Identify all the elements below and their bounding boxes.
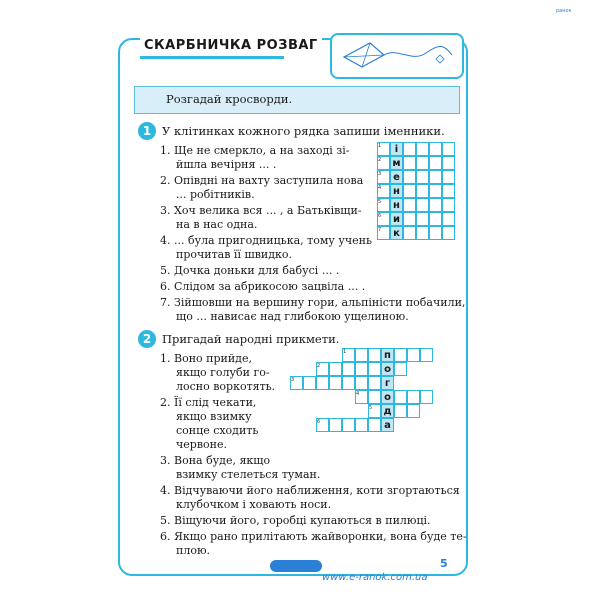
crossword-key-cell[interactable]: н — [390, 198, 403, 212]
crossword-key-cell[interactable]: о — [381, 362, 394, 376]
crossword-cell[interactable] — [355, 376, 368, 390]
exercise-2-heading: Пригадай народні прикмети. — [162, 332, 340, 346]
crossword-cell[interactable] — [403, 212, 416, 226]
crossword-cell[interactable] — [442, 198, 455, 212]
crossword-cell[interactable] — [429, 170, 442, 184]
exercise-1-heading: У клітинках кожного рядка запиши іменники. — [162, 124, 445, 138]
crossword-cell[interactable] — [416, 142, 429, 156]
crossword-row-number: 2 — [378, 157, 382, 163]
crossword-cell[interactable] — [368, 376, 381, 390]
crossword-cell[interactable] — [429, 198, 442, 212]
ex2-line: 6. Якщо рано прилітають жайворонки, вона буде те- — [160, 530, 467, 543]
crossword-key-cell[interactable]: о — [381, 390, 394, 404]
crossword-row-number: 6 — [378, 213, 382, 219]
crossword-key-cell[interactable]: а — [381, 418, 394, 432]
crossword-cell[interactable] — [403, 184, 416, 198]
crossword-key-cell[interactable]: і — [390, 142, 403, 156]
ex2-line: взимку стелеться туман. — [176, 468, 321, 481]
crossword-cell[interactable] — [442, 212, 455, 226]
crossword-cell[interactable] — [407, 348, 420, 362]
crossword-cell[interactable] — [407, 390, 420, 404]
crossword-key-cell[interactable]: п — [381, 348, 394, 362]
crossword-key-cell[interactable]: д — [381, 404, 394, 418]
crossword-cell[interactable] — [368, 418, 381, 432]
crossword-cell[interactable] — [416, 170, 429, 184]
crossword-cell[interactable] — [329, 418, 342, 432]
crossword-key-cell[interactable]: н — [390, 184, 403, 198]
crossword-row-number: 2 — [317, 363, 321, 369]
crossword-cell[interactable] — [368, 390, 381, 404]
crossword-cell[interactable] — [442, 142, 455, 156]
ex2-line: якщо взимку — [176, 410, 252, 423]
crossword-cell[interactable] — [355, 348, 368, 362]
ex1-line: 7. Зійшовши на вершину гори, альпіністи побачили, — [160, 296, 466, 309]
crossword-key-cell[interactable]: е — [390, 170, 403, 184]
crossword-row-number: 3 — [291, 377, 295, 383]
ex1-line: 4. ... була пригодницька, тому учень — [160, 234, 372, 247]
ex1-line: 1. Ще не смеркло, а на заході зі- — [160, 144, 350, 157]
crossword-row-number: 1 — [378, 143, 382, 149]
footer-decoration — [270, 560, 322, 572]
crossword-row-number: 6 — [317, 419, 321, 425]
crossword-cell[interactable] — [329, 362, 342, 376]
crossword-cell[interactable] — [442, 156, 455, 170]
ex2-line: 3. Вона буде, якщо — [160, 454, 271, 467]
crossword-cell[interactable] — [416, 198, 429, 212]
ex2-line: клубочком і ховають носи. — [176, 498, 332, 511]
crossword-cell[interactable] — [442, 170, 455, 184]
crossword-cell[interactable] — [303, 376, 316, 390]
crossword-cell[interactable] — [368, 362, 381, 376]
section-title: СКАРБНИЧКА РОЗВАГ — [140, 38, 322, 53]
crossword-cell[interactable] — [429, 184, 442, 198]
crossword-cell[interactable] — [429, 156, 442, 170]
crossword-cell[interactable] — [403, 198, 416, 212]
crossword-cell[interactable] — [407, 404, 420, 418]
crossword-row-number: 5 — [378, 199, 382, 205]
crossword-cell[interactable] — [403, 156, 416, 170]
crossword-cell[interactable] — [403, 170, 416, 184]
ex1-line: 2. Опівдні на вахту заступила нова — [160, 174, 364, 187]
crossword-cell[interactable] — [394, 390, 407, 404]
ex1-line: йшла вечірня ... . — [176, 158, 277, 171]
publisher-mark: ранок — [556, 8, 572, 14]
exercise-2-number: 2 — [138, 330, 156, 348]
crossword-cell[interactable] — [329, 376, 342, 390]
crossword-cell[interactable] — [394, 362, 407, 376]
ex2-line: 1. Воно прийде, — [160, 352, 252, 365]
task-text: Розгадай кросворди. — [166, 92, 293, 106]
crossword-cell[interactable] — [394, 348, 407, 362]
crossword-row-number: 7 — [378, 227, 382, 233]
crossword-cell[interactable] — [316, 376, 329, 390]
crossword-cell[interactable] — [342, 376, 355, 390]
crossword-cell[interactable] — [416, 184, 429, 198]
crossword-cell[interactable] — [420, 390, 433, 404]
crossword-key-cell[interactable]: к — [390, 226, 403, 240]
crossword-cell[interactable] — [355, 362, 368, 376]
crossword-cell[interactable] — [429, 142, 442, 156]
crossword-cell[interactable] — [355, 418, 368, 432]
page-number: 5 — [440, 557, 448, 570]
crossword-cell[interactable] — [394, 404, 407, 418]
ex1-line: прочитав її швидко. — [176, 248, 292, 261]
crossword-row-number: 5 — [369, 405, 373, 411]
title-underline — [140, 56, 284, 59]
crossword-key-cell[interactable]: м — [390, 156, 403, 170]
crossword-row-number: 4 — [356, 391, 360, 397]
ex2-line: плою. — [176, 544, 211, 557]
crossword-row-number: 3 — [378, 171, 382, 177]
ex1-line: 3. Хоч велика вся ... , а Батьківщи- — [160, 204, 362, 217]
website-link: www.e-ranok.com.ua — [322, 572, 428, 583]
crossword-cell[interactable] — [368, 348, 381, 362]
crossword-cell[interactable] — [342, 362, 355, 376]
ex1-line: що ... нависає над глибокою ущелиною. — [176, 310, 409, 323]
ex1-line: 6. Слідом за абрикосою зацвіла ... . — [160, 280, 366, 293]
crossword-cell[interactable] — [429, 212, 442, 226]
ex2-line: 2. Її слід чекати, — [160, 396, 257, 409]
ex1-line: на в нас одна. — [176, 218, 258, 231]
crossword-cell[interactable] — [420, 348, 433, 362]
crossword-cell[interactable] — [442, 226, 455, 240]
crossword-cell[interactable] — [416, 212, 429, 226]
crossword-cell[interactable] — [403, 142, 416, 156]
ex2-line: якщо голуби го- — [176, 366, 270, 379]
crossword-cell[interactable] — [429, 226, 442, 240]
crossword-cell[interactable] — [416, 156, 429, 170]
ex2-line: 5. Віщуючи його, горобці купаються в пилюці. — [160, 514, 431, 527]
ex2-line: 4. Відчуваючи його наближення, коти згортаються — [160, 484, 460, 497]
crossword-cell[interactable] — [442, 184, 455, 198]
ex2-line: лосно воркотять. — [176, 380, 276, 393]
kite-icon — [332, 35, 458, 73]
crossword-cell[interactable] — [416, 226, 429, 240]
ex1-line: 5. Дочка доньки для бабусі ... . — [160, 264, 340, 277]
crossword-key-cell[interactable]: г — [381, 376, 394, 390]
crossword-cell[interactable] — [342, 418, 355, 432]
exercise-1-number: 1 — [138, 122, 156, 140]
crossword-row-number: 1 — [343, 349, 347, 355]
ex2-line: червоне. — [176, 438, 227, 451]
crossword-row-number: 4 — [378, 185, 382, 191]
ex1-line: ... робітників. — [176, 188, 255, 201]
ex2-line: сонце сходить — [176, 424, 259, 437]
decorative-illustration — [330, 33, 464, 79]
crossword-cell[interactable] — [403, 226, 416, 240]
crossword-key-cell[interactable]: и — [390, 212, 403, 226]
